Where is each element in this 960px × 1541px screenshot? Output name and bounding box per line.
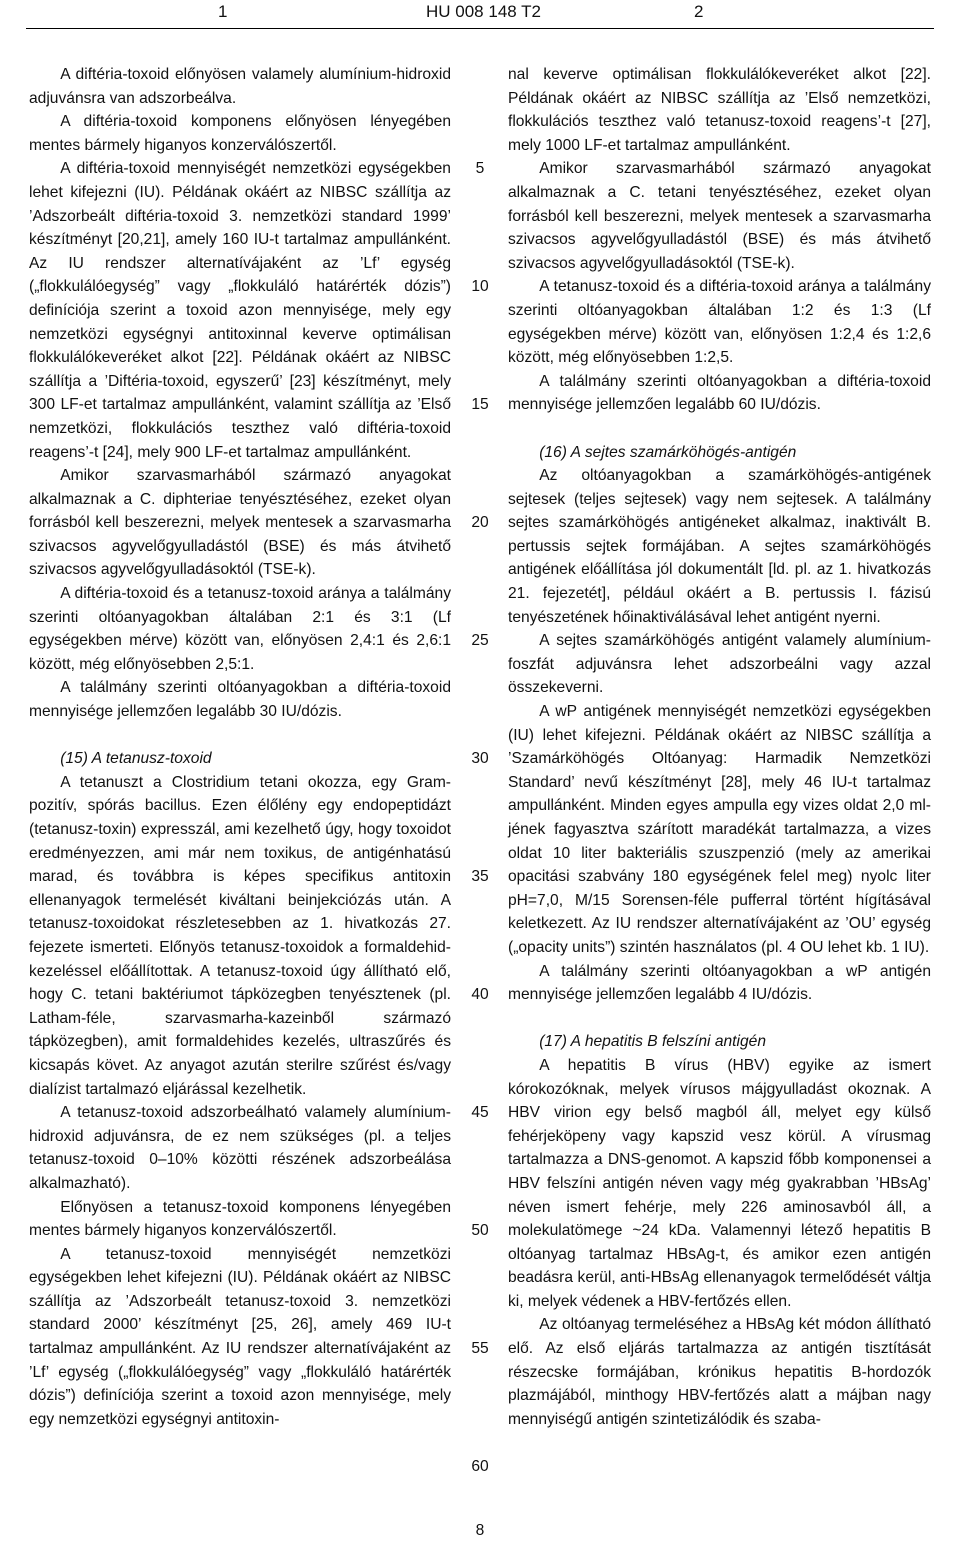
paragraph: A tetanuszt a Clostridium tetani okozza, egy Gram-pozitív, spórás bacillus. Ezen élőlény egy endopeptidázt (tetanusz-toxin) expresszál, ami kezelhető úgy, hogy toxoidot eredményezzen, ami már nem toxikus, de antigénhatású marad, és továbbra is képes specifikus antitoxin ellenanyagok termelését kiváltani beinjekciózás után. A tetanusz-toxoidokat részletesebben az 1. hivatkozás 27. fejezete ismerteti. Előnyös tetanusz-toxoidok a formaldehid-kezeléssel előállítottak. A tetanusz-toxoid úgy állítható elő, hogy C. tetani baktériumot tápközegben tenyésztenek (pl. Latham-féle, szarvasmarha-kazeinből származó tápközegben), amit formaldehides kezelés, ultraszűrés és kicsapás követ. Az anyagot azután sterilre szűrést és/vagy dialízist tartalmazó eljárással kezelhetik. (29, 773, 451, 1098)
paragraph: A sejtes szamárköhögés antigént valamely alumínium-foszfát adjuvánsra lehet adszorbeálni vagy azzal összekeverni. (508, 632, 931, 697)
section-heading-17: (17) A hepatitis B felszíni antigén (539, 1033, 766, 1051)
line-number: 25 (471, 632, 489, 649)
line-number: 15 (471, 396, 489, 413)
paragraph: A tetanusz-toxoid mennyiségét nemzetközi egységekben lehet kifejezni (IU). Példának okáért az NIBSC szállítja az ’Adszorbeált tetanusz-toxoid 3. nemzetközi standard 2000’ készítményt [25, 26], amely 469 IU-t tartalmaz ampullánként. Az IU rendszer alternatívájaként az ’Lf’ egység („flokkulálóegység” vagy „flokkuláló határérték dózis”) definíciója szerint a toxoid azon mennyisége, mely egy nemzetközi egységnyi antitoxin- (29, 1245, 451, 1428)
paragraph: A találmány szerinti oltóanyagokban a diftéria-toxoid mennyisége jellemzően legalább 30 IU/dózis. (29, 679, 451, 721)
paragraph: Az oltóanyag termeléséhez a HBsAg két módon állítható elő. Az első eljárás tartalmazza az antigén tisztítását részecske formájában, krónikus hepatitis B-hordozók plazmájából, minthogy HBV-fertőzés alatt a májban nagy mennyiségű antigén szintetizálódik és szaba- (508, 1316, 931, 1428)
paragraph: A tetanusz-toxoid adszorbeálható valamely alumínium-hidroxid adjuvánsra, de ez nem szükséges (pl. a teljes tetanusz-toxoid 0–10% közötti részének adszorbeálása alkalmazható). (29, 1104, 451, 1192)
paragraph: A tetanusz-toxoid és a diftéria-toxoid aránya a találmány szerinti oltóanyagokban általában 1:2 és 1:3 (Lf egységekben mérve) között van, előnyösen 1:2,4 és 1:2,6 között, még előnyösebben 1:2,5. (508, 278, 931, 367)
paragraph: A diftéria-toxoid előnyösen valamely alumínium-hidroxid adjuvánsra van adszorbeálva. (29, 66, 451, 107)
paragraph: A találmány szerinti oltóanyagokban a wP antigén mennyisége jellemzően legalább 4 IU/dózis. (508, 962, 931, 1004)
line-number: 45 (471, 1104, 489, 1121)
line-number: 55 (471, 1340, 489, 1357)
line-number-gutter (458, 0, 502, 1541)
paragraph: Amikor szarvasmarhából származó anyagokat alkalmaznak a C. diphteriae tenyésztéséhez, ezeket olyan forrásból kell beszerezni, melyek mentesek a szarvasmarha szivacsos agyvelőgyulladástól (BSE) és más átvihető szivacsos agyvelőgyulladásoktól (TSE-k). (29, 467, 451, 579)
paragraph: Előnyösen a tetanusz-toxoid komponens lényegében mentes bármely higanyos konzerválószertől. (29, 1198, 451, 1240)
paragraph: A találmány szerinti oltóanyagokban a diftéria-toxoid mennyisége jellemzően legalább 60 IU/dózis. (508, 372, 931, 414)
paragraph: A diftéria-toxoid és a tetanusz-toxoid aránya a találmány szerinti oltóanyagokban általában 2:1 és 3:1 (Lf egységekben mérve) között van, előnyösen 2,4:1 és 2,6:1 között, még előnyösebben 2,5:1. (29, 585, 451, 673)
paragraph: A diftéria-toxoid mennyiségét nemzetközi egységekben lehet kifejezni (IU). Példának okáért az NIBSC szállítja az ’Adszorbeált diftéria-toxoid 3. nemzetközi standard 1999’ készítményt [20,21], amely 160 IU-t tartalmaz ampullánként. Az IU rendszer alternatívájaként az ’Lf’ egység („flokkulálóegység” vagy „flokkuláló határérték dózis”) definíciója szerint a toxoid azon mennyisége, mely egy nemzetközi egységnyi antitoxinnal keverve optimálisan flokkulálókeveréket alkot [22]. Példának okáért az NIBSC szállítja a ’Diftéria-toxoid, egyszerű’ [23] készítményt, mely 300 LF-et tartalmaz ampullánként, valamint szállítja az ’Első nemzetközi, flokkulációs teszthez való diftéria-toxoid reagens’-t [24], mely 900 LF-et tartalmaz ampullánként. (29, 160, 451, 461)
section-heading-15: (15) A tetanusz-toxoid (60, 750, 212, 768)
line-number: 30 (471, 750, 489, 767)
line-number: 40 (471, 986, 489, 1003)
right-page-number: 2 (694, 2, 704, 21)
document-id: HU 008 148 T2 (426, 2, 541, 21)
section-heading-16: (16) A sejtes szamárköhögés-antigén (539, 443, 797, 461)
right-column (508, 63, 931, 1431)
paragraph: Amikor szarvasmarhából származó anyagokat alkalmaznak a C. tetani tenyésztéséhez, ezeket olyan forrásból kell beszerezni, melyek mentesek a szarvasmarha szivacsos agyvelőgyulladástól (BSE) és más átvihető szivacsos agyvelőgyulladásoktól (TSE-k). (508, 160, 931, 272)
paragraph: nal keverve optimálisan flokkulálókeveréket alkot [22]. Példának okáért az NIBSC szállítja az ’Első nemzetközi, flokkulációs teszthez való tetanusz-toxoid reagens’-t [27], mely 1000 LF-et tartalmaz ampullánként. (508, 66, 931, 154)
line-number: 10 (471, 278, 489, 295)
line-number: 50 (471, 1222, 489, 1239)
paragraph: Az oltóanyagokban a szamárköhögés-antigének sejtesek (teljes sejtesek) vagy nem sejtesek. A találmány sejtes szamárköhögés antigéneket alkalmaz, inaktivált B. pertussis sejtek formájában. A sejtes szamárköhögés antigének előállítása jól dokumentált [ld. pl. az 1. hivatkozás 21. fejezetét], például okáért a B. pertussis I. fázisú tenyészetének hőinaktiválásával lehet antigént nyerni. (508, 467, 931, 626)
paragraph: A diftéria-toxoid komponens előnyösen lényegében mentes bármely higanyos konzerválószertől. (29, 113, 451, 154)
page-number: 8 (475, 1522, 485, 1539)
line-number: 60 (471, 1458, 489, 1475)
line-number: 35 (471, 868, 489, 885)
paragraph: A wP antigének mennyiségét nemzetközi egységekben (IU) lehet kifejezni. Példának okáért az NIBSC szállítja a ’Szamárköhögés Oltóanyag: Harmadik Nemzetközi Standard’ nevű készítményt [28], mely 46 IU-t tartalmaz ampullánként. Minden egyes ampulla egy vizes oldat 2,0 ml-jének fagyasztva szárított maradékát tartalmazza, a vizes oldat 10 liter bakteriális szuszpenzió (mely az amerikai opacitási szabvány 180 egységének felel meg) nyolc liter pH=7,0, M/15 Sorensen-féle pufferral történt hígításával keletkezett. Az IU rendszer alternatívájaként az ’OU’ egység („opacity units”) szintén használatos (pl. 4 OU lehet kb. 1 IU). (508, 703, 931, 956)
paragraph: A hepatitis B vírus (HBV) egyike az ismert kórokozóknak, melyek vírusos májgyulladást okoznak. A HBV virion egy belső magból áll, melyet egy külső fehérjeköpeny vagy kapszid vesz körül. A vírusmag tartalmazza a DNS-genomot. A kapszid főbb komponensei a HBV felszíni antigén néven vagy még gyakrabban ’HBsAg’ néven ismert fehérje, mely 226 aminosavból áll, a molekulatömege ~24 kDa. Valamennyi létező hepatitis B oltóanyag tartalmaz HBsAg-t, és amikor ezen antigén beadásra kerül, anti-HBsAg ellenanyagok termelődését váltja ki, melyek védenek a HBV-fertőzés ellen. (508, 1056, 931, 1310)
left-page-number: 1 (218, 2, 228, 21)
line-number: 5 (475, 160, 485, 177)
left-column (29, 63, 451, 1431)
line-number: 20 (471, 514, 489, 531)
